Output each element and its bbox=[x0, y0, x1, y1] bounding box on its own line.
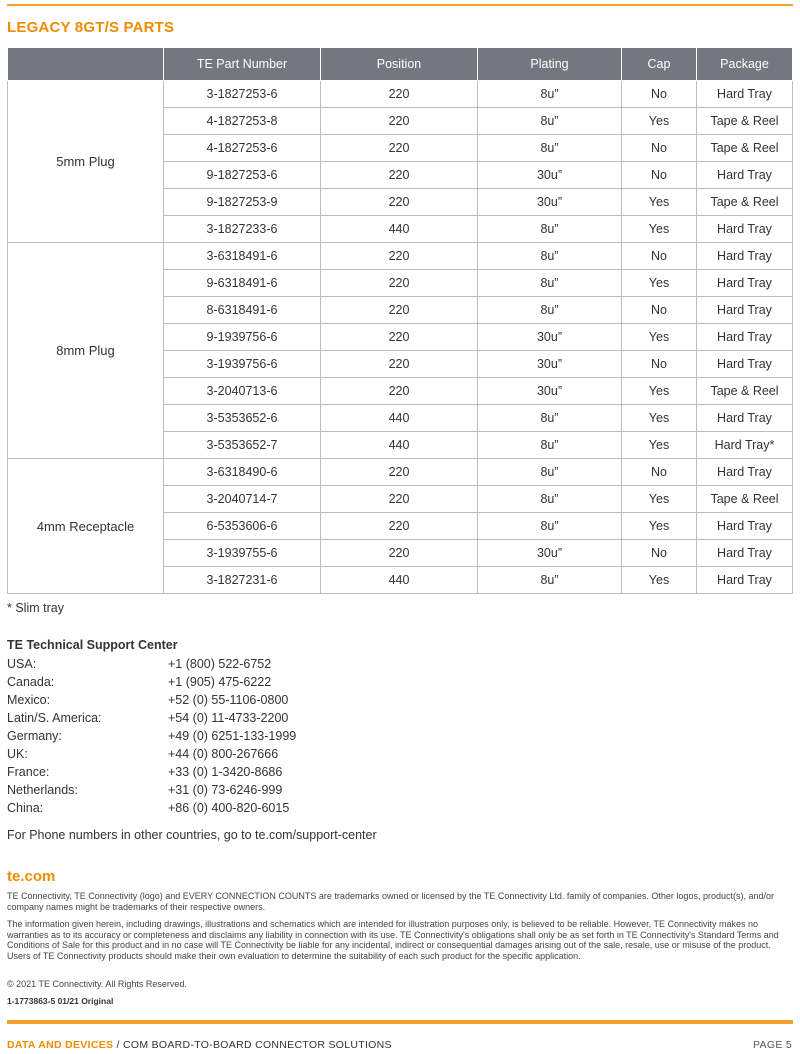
plating-cell: 8u” bbox=[478, 81, 622, 108]
position-cell: 220 bbox=[321, 270, 478, 297]
trademark-text: TE Connectivity, TE Connectivity (logo) and EVERY CONNECTION COUNTS are trademarks owned or licensed by the TE Connectivity Ltd. family of companies. Other logos, product(s), and/or company names might be trademarks of their respective owners. bbox=[7, 891, 774, 912]
package-cell: Tape & Reel bbox=[697, 378, 793, 405]
group-label-cell: 4mm Receptacle bbox=[8, 459, 164, 594]
plating-cell: 8u” bbox=[478, 216, 622, 243]
contact-row bbox=[7, 763, 296, 781]
part-number-cell: 3-1939755-6 bbox=[164, 540, 321, 567]
position-cell: 220 bbox=[321, 459, 478, 486]
contact-phone: +52 (0) 55-1106-0800 bbox=[168, 693, 289, 707]
position-cell: 220 bbox=[321, 108, 478, 135]
package-cell: Hard Tray bbox=[697, 513, 793, 540]
footnote: * Slim tray bbox=[7, 601, 64, 615]
contact-row bbox=[7, 709, 296, 727]
cap-cell: No bbox=[622, 297, 697, 324]
contact-phone: +49 (0) 6251-133-1999 bbox=[168, 729, 297, 743]
header-position: Position bbox=[321, 48, 478, 81]
contact-country: Latin/S. America: bbox=[7, 711, 102, 725]
header-group bbox=[8, 48, 164, 81]
package-cell: Hard Tray bbox=[697, 405, 793, 432]
contact-phone: +31 (0) 73-6246-999 bbox=[168, 783, 283, 797]
position-cell: 440 bbox=[321, 216, 478, 243]
footer-separator: / bbox=[113, 1039, 123, 1051]
position-cell: 220 bbox=[321, 513, 478, 540]
footer-category: DATA AND DEVICES bbox=[7, 1039, 114, 1051]
plating-cell: 8u” bbox=[478, 135, 622, 162]
section-title: LEGACY 8GT/S PARTS bbox=[7, 19, 175, 36]
cap-cell: Yes bbox=[622, 216, 697, 243]
cap-cell: No bbox=[622, 459, 697, 486]
plating-cell: 30u” bbox=[478, 351, 622, 378]
contact-row bbox=[7, 673, 296, 691]
plating-cell: 8u” bbox=[478, 405, 622, 432]
contact-list bbox=[7, 655, 296, 817]
contact-row bbox=[7, 781, 296, 799]
position-cell: 220 bbox=[321, 162, 478, 189]
position-cell: 220 bbox=[321, 81, 478, 108]
part-number-cell: 9-1939756-6 bbox=[164, 324, 321, 351]
cap-cell: Yes bbox=[622, 270, 697, 297]
contact-phone: +44 (0) 800-267666 bbox=[168, 747, 279, 761]
contact-country: USA: bbox=[7, 657, 37, 671]
package-cell: Hard Tray bbox=[697, 540, 793, 567]
support-title: TE Technical Support Center bbox=[7, 638, 178, 652]
document-number: 1-1773863-5 01/21 Original bbox=[7, 996, 114, 1006]
plating-cell: 30u” bbox=[478, 162, 622, 189]
cap-cell: No bbox=[622, 135, 697, 162]
contact-row bbox=[7, 655, 296, 673]
part-number-cell: 8-6318491-6 bbox=[164, 297, 321, 324]
parts-table-body bbox=[8, 81, 793, 594]
part-number-cell: 9-6318491-6 bbox=[164, 270, 321, 297]
top-rule bbox=[7, 4, 793, 6]
header-plating: Plating bbox=[478, 48, 622, 81]
copyright-text: © 2021 TE Connectivity. All Rights Reserved. bbox=[7, 979, 187, 989]
plating-cell: 30u” bbox=[478, 540, 622, 567]
position-cell: 220 bbox=[321, 297, 478, 324]
position-cell: 440 bbox=[321, 432, 478, 459]
contact-row bbox=[7, 745, 296, 763]
cap-cell: Yes bbox=[622, 405, 697, 432]
table-row bbox=[8, 243, 793, 270]
package-cell: Hard Tray bbox=[697, 351, 793, 378]
cap-cell: Yes bbox=[622, 108, 697, 135]
package-cell: Hard Tray bbox=[697, 216, 793, 243]
part-number-cell: 3-2040714-7 bbox=[164, 486, 321, 513]
plating-cell: 8u” bbox=[478, 270, 622, 297]
cap-cell: No bbox=[622, 162, 697, 189]
contact-country: Netherlands: bbox=[7, 783, 78, 797]
position-cell: 440 bbox=[321, 567, 478, 594]
contact-row bbox=[7, 691, 296, 709]
table-row bbox=[8, 81, 793, 108]
part-number-cell: 3-2040713-6 bbox=[164, 378, 321, 405]
cap-cell: Yes bbox=[622, 486, 697, 513]
contact-phone: +54 (0) 11-4733-2200 bbox=[168, 711, 289, 725]
cap-cell: Yes bbox=[622, 432, 697, 459]
disclaimer-text: The information given herein, including drawings, illustrations and schematics which are intended for illustration purposes only, is believed to be reliable. However, TE Connectivity makes no warranties as to its accuracy or completeness and disclaims any liability in connection with its use. TE Connectivity's obligations shall only be as set forth in TE Connectivity's Standard Terms and Conditions of Sale for this product and in no case will TE Connectivity be liable for any incidental, indirect or consequential damages arising out of the sale, resale, use or misuse of the product. Users of TE Connectivity products should make their own evaluation to determine the suitability of each such product for the specific application. bbox=[7, 919, 779, 961]
package-cell: Hard Tray bbox=[697, 162, 793, 189]
position-cell: 220 bbox=[321, 324, 478, 351]
plating-cell: 30u” bbox=[478, 378, 622, 405]
position-cell: 440 bbox=[321, 405, 478, 432]
part-number-cell: 3-6318491-6 bbox=[164, 243, 321, 270]
table-row bbox=[8, 459, 793, 486]
contact-country: Canada: bbox=[7, 675, 55, 689]
package-cell: Hard Tray bbox=[697, 243, 793, 270]
package-cell: Hard Tray bbox=[697, 459, 793, 486]
package-cell: Tape & Reel bbox=[697, 486, 793, 513]
group-label-cell: 5mm Plug bbox=[8, 81, 164, 243]
cap-cell: No bbox=[622, 540, 697, 567]
contact-row bbox=[7, 799, 296, 817]
contact-country: Mexico: bbox=[7, 693, 51, 707]
position-cell: 220 bbox=[321, 486, 478, 513]
position-cell: 220 bbox=[321, 135, 478, 162]
contact-country: Germany: bbox=[7, 729, 62, 743]
contact-phone: +33 (0) 1-3420-8686 bbox=[168, 765, 283, 779]
position-cell: 220 bbox=[321, 378, 478, 405]
plating-cell: 8u” bbox=[478, 297, 622, 324]
part-number-cell: 9-1827253-6 bbox=[164, 162, 321, 189]
position-cell: 220 bbox=[321, 540, 478, 567]
contact-country: UK: bbox=[7, 747, 28, 761]
bottom-rule bbox=[7, 1020, 793, 1024]
part-number-cell: 9-1827253-9 bbox=[164, 189, 321, 216]
plating-cell: 30u” bbox=[478, 189, 622, 216]
cap-cell: Yes bbox=[622, 378, 697, 405]
package-cell: Hard Tray bbox=[697, 567, 793, 594]
contact-country: France: bbox=[7, 765, 50, 779]
footer-title bbox=[7, 1039, 392, 1051]
part-number-cell: 4-1827253-6 bbox=[164, 135, 321, 162]
package-cell: Tape & Reel bbox=[697, 189, 793, 216]
part-number-cell: 3-1827253-6 bbox=[164, 81, 321, 108]
plating-cell: 8u” bbox=[478, 243, 622, 270]
header-package: Package bbox=[697, 48, 793, 81]
plating-cell: 8u” bbox=[478, 432, 622, 459]
package-cell: Hard Tray* bbox=[697, 432, 793, 459]
part-number-cell: 6-5353606-6 bbox=[164, 513, 321, 540]
header-part-number: TE Part Number bbox=[164, 48, 321, 81]
cap-cell: No bbox=[622, 81, 697, 108]
package-cell: Tape & Reel bbox=[697, 135, 793, 162]
cap-cell: Yes bbox=[622, 513, 697, 540]
group-label-cell: 8mm Plug bbox=[8, 243, 164, 459]
position-cell: 220 bbox=[321, 189, 478, 216]
part-number-cell: 4-1827253-8 bbox=[164, 108, 321, 135]
contact-country: China: bbox=[7, 801, 44, 815]
position-cell: 220 bbox=[321, 351, 478, 378]
cap-cell: Yes bbox=[622, 189, 697, 216]
position-cell: 220 bbox=[321, 243, 478, 270]
part-number-cell: 3-1827233-6 bbox=[164, 216, 321, 243]
plating-cell: 8u” bbox=[478, 513, 622, 540]
part-number-cell: 3-6318490-6 bbox=[164, 459, 321, 486]
part-number-cell: 3-1827231-6 bbox=[164, 567, 321, 594]
contact-phone: +86 (0) 400-820-6015 bbox=[168, 801, 290, 815]
contact-row bbox=[7, 727, 296, 745]
plating-cell: 8u” bbox=[478, 486, 622, 513]
cap-cell: No bbox=[622, 243, 697, 270]
contact-phone: +1 (800) 522-6752 bbox=[168, 657, 272, 671]
package-cell: Hard Tray bbox=[697, 81, 793, 108]
part-number-cell: 3-1939756-6 bbox=[164, 351, 321, 378]
header-cap: Cap bbox=[622, 48, 697, 81]
brand-link[interactable]: te.com bbox=[7, 868, 56, 885]
table-header-row bbox=[8, 48, 793, 81]
part-number-cell: 3-5353652-7 bbox=[164, 432, 321, 459]
other-countries-note: For Phone numbers in other countries, go to te.com/support-center bbox=[7, 828, 377, 842]
footer-doc-title: COM BOARD-TO-BOARD CONNECTOR SOLUTIONS bbox=[122, 1039, 392, 1051]
cap-cell: No bbox=[622, 351, 697, 378]
parts-table bbox=[7, 47, 793, 594]
cap-cell: Yes bbox=[622, 324, 697, 351]
contact-phone: +1 (905) 475-6222 bbox=[168, 675, 272, 689]
plating-cell: 30u” bbox=[478, 324, 622, 351]
package-cell: Tape & Reel bbox=[697, 108, 793, 135]
package-cell: Hard Tray bbox=[697, 297, 793, 324]
part-number-cell: 3-5353652-6 bbox=[164, 405, 321, 432]
package-cell: Hard Tray bbox=[697, 270, 793, 297]
cap-cell: Yes bbox=[622, 567, 697, 594]
package-cell: Hard Tray bbox=[697, 324, 793, 351]
plating-cell: 8u” bbox=[478, 108, 622, 135]
plating-cell: 8u” bbox=[478, 459, 622, 486]
plating-cell: 8u” bbox=[478, 567, 622, 594]
page-number: PAGE 5 bbox=[753, 1039, 792, 1051]
